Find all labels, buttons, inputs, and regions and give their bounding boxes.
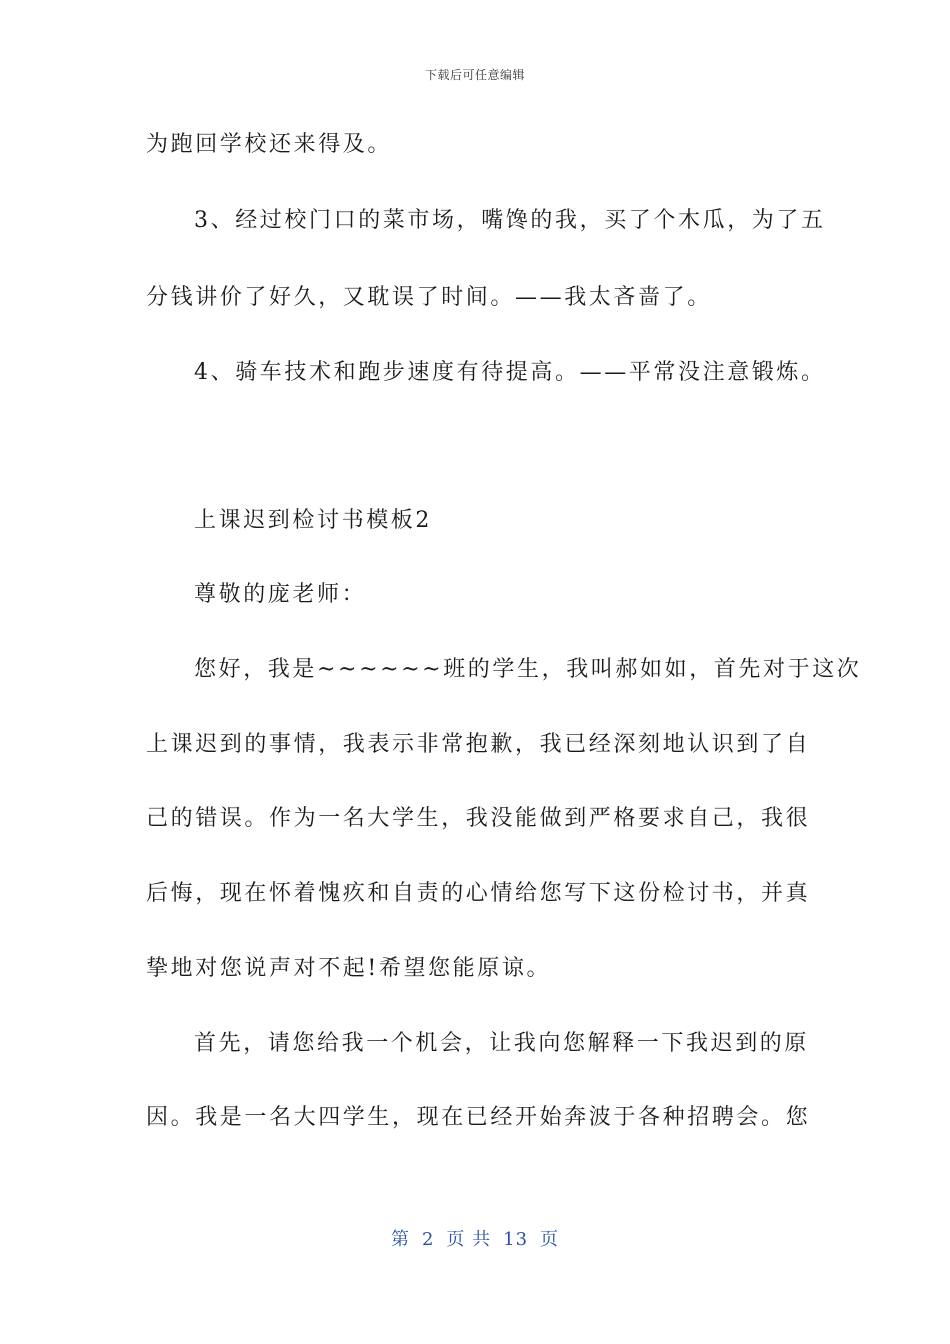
text-line: 您好，我是~~~~~~班的学生，我叫郝如如，首先对于这次 (194, 657, 862, 682)
text-line: 因。我是一名大四学生，现在已经开始奔波于各种招聘会。您 (146, 1105, 811, 1130)
text-line: 己的错误。作为一名大学生，我没能做到严格要求自己，我很 (146, 806, 811, 831)
salutation: 尊敬的庞老师： (194, 582, 367, 607)
text-line: 4、骑车技术和跑步速度有待提高。——平常没注意锻炼。 (194, 360, 826, 385)
text-line: 首先，请您给我一个机会，让我向您解释一下我迟到的原 (194, 1031, 810, 1056)
page-header: 下载后可任意编辑 (424, 68, 525, 82)
page-footer (0, 1225, 950, 1251)
text-line: 分钱讲价了好久，又耽误了时间。——我太吝啬了。 (146, 285, 712, 310)
footer-label-of: 页 共 (446, 1229, 492, 1250)
text-line: 挚地对您说声对不起!希望您能原谅。 (146, 956, 552, 981)
text-line: 后悔，现在怀着愧疚和自责的心情给您写下这份检讨书，并真 (146, 881, 811, 906)
footer-label-page: 第 (390, 1229, 410, 1250)
text-line: 为跑回学校还来得及。 (146, 132, 393, 157)
footer-total-pages: 13 (503, 1229, 529, 1250)
footer-label-pages: 页 (540, 1229, 560, 1250)
section-title: 上课迟到检讨书模板2 (194, 508, 432, 533)
text-line: 上课迟到的事情，我表示非常抱歉，我已经深刻地认识到了自 (146, 732, 811, 757)
footer-page-number: 2 (421, 1229, 435, 1250)
text-line: 3、经过校门口的菜市场，嘴馋的我，买了个木瓜，为了五 (194, 208, 826, 233)
